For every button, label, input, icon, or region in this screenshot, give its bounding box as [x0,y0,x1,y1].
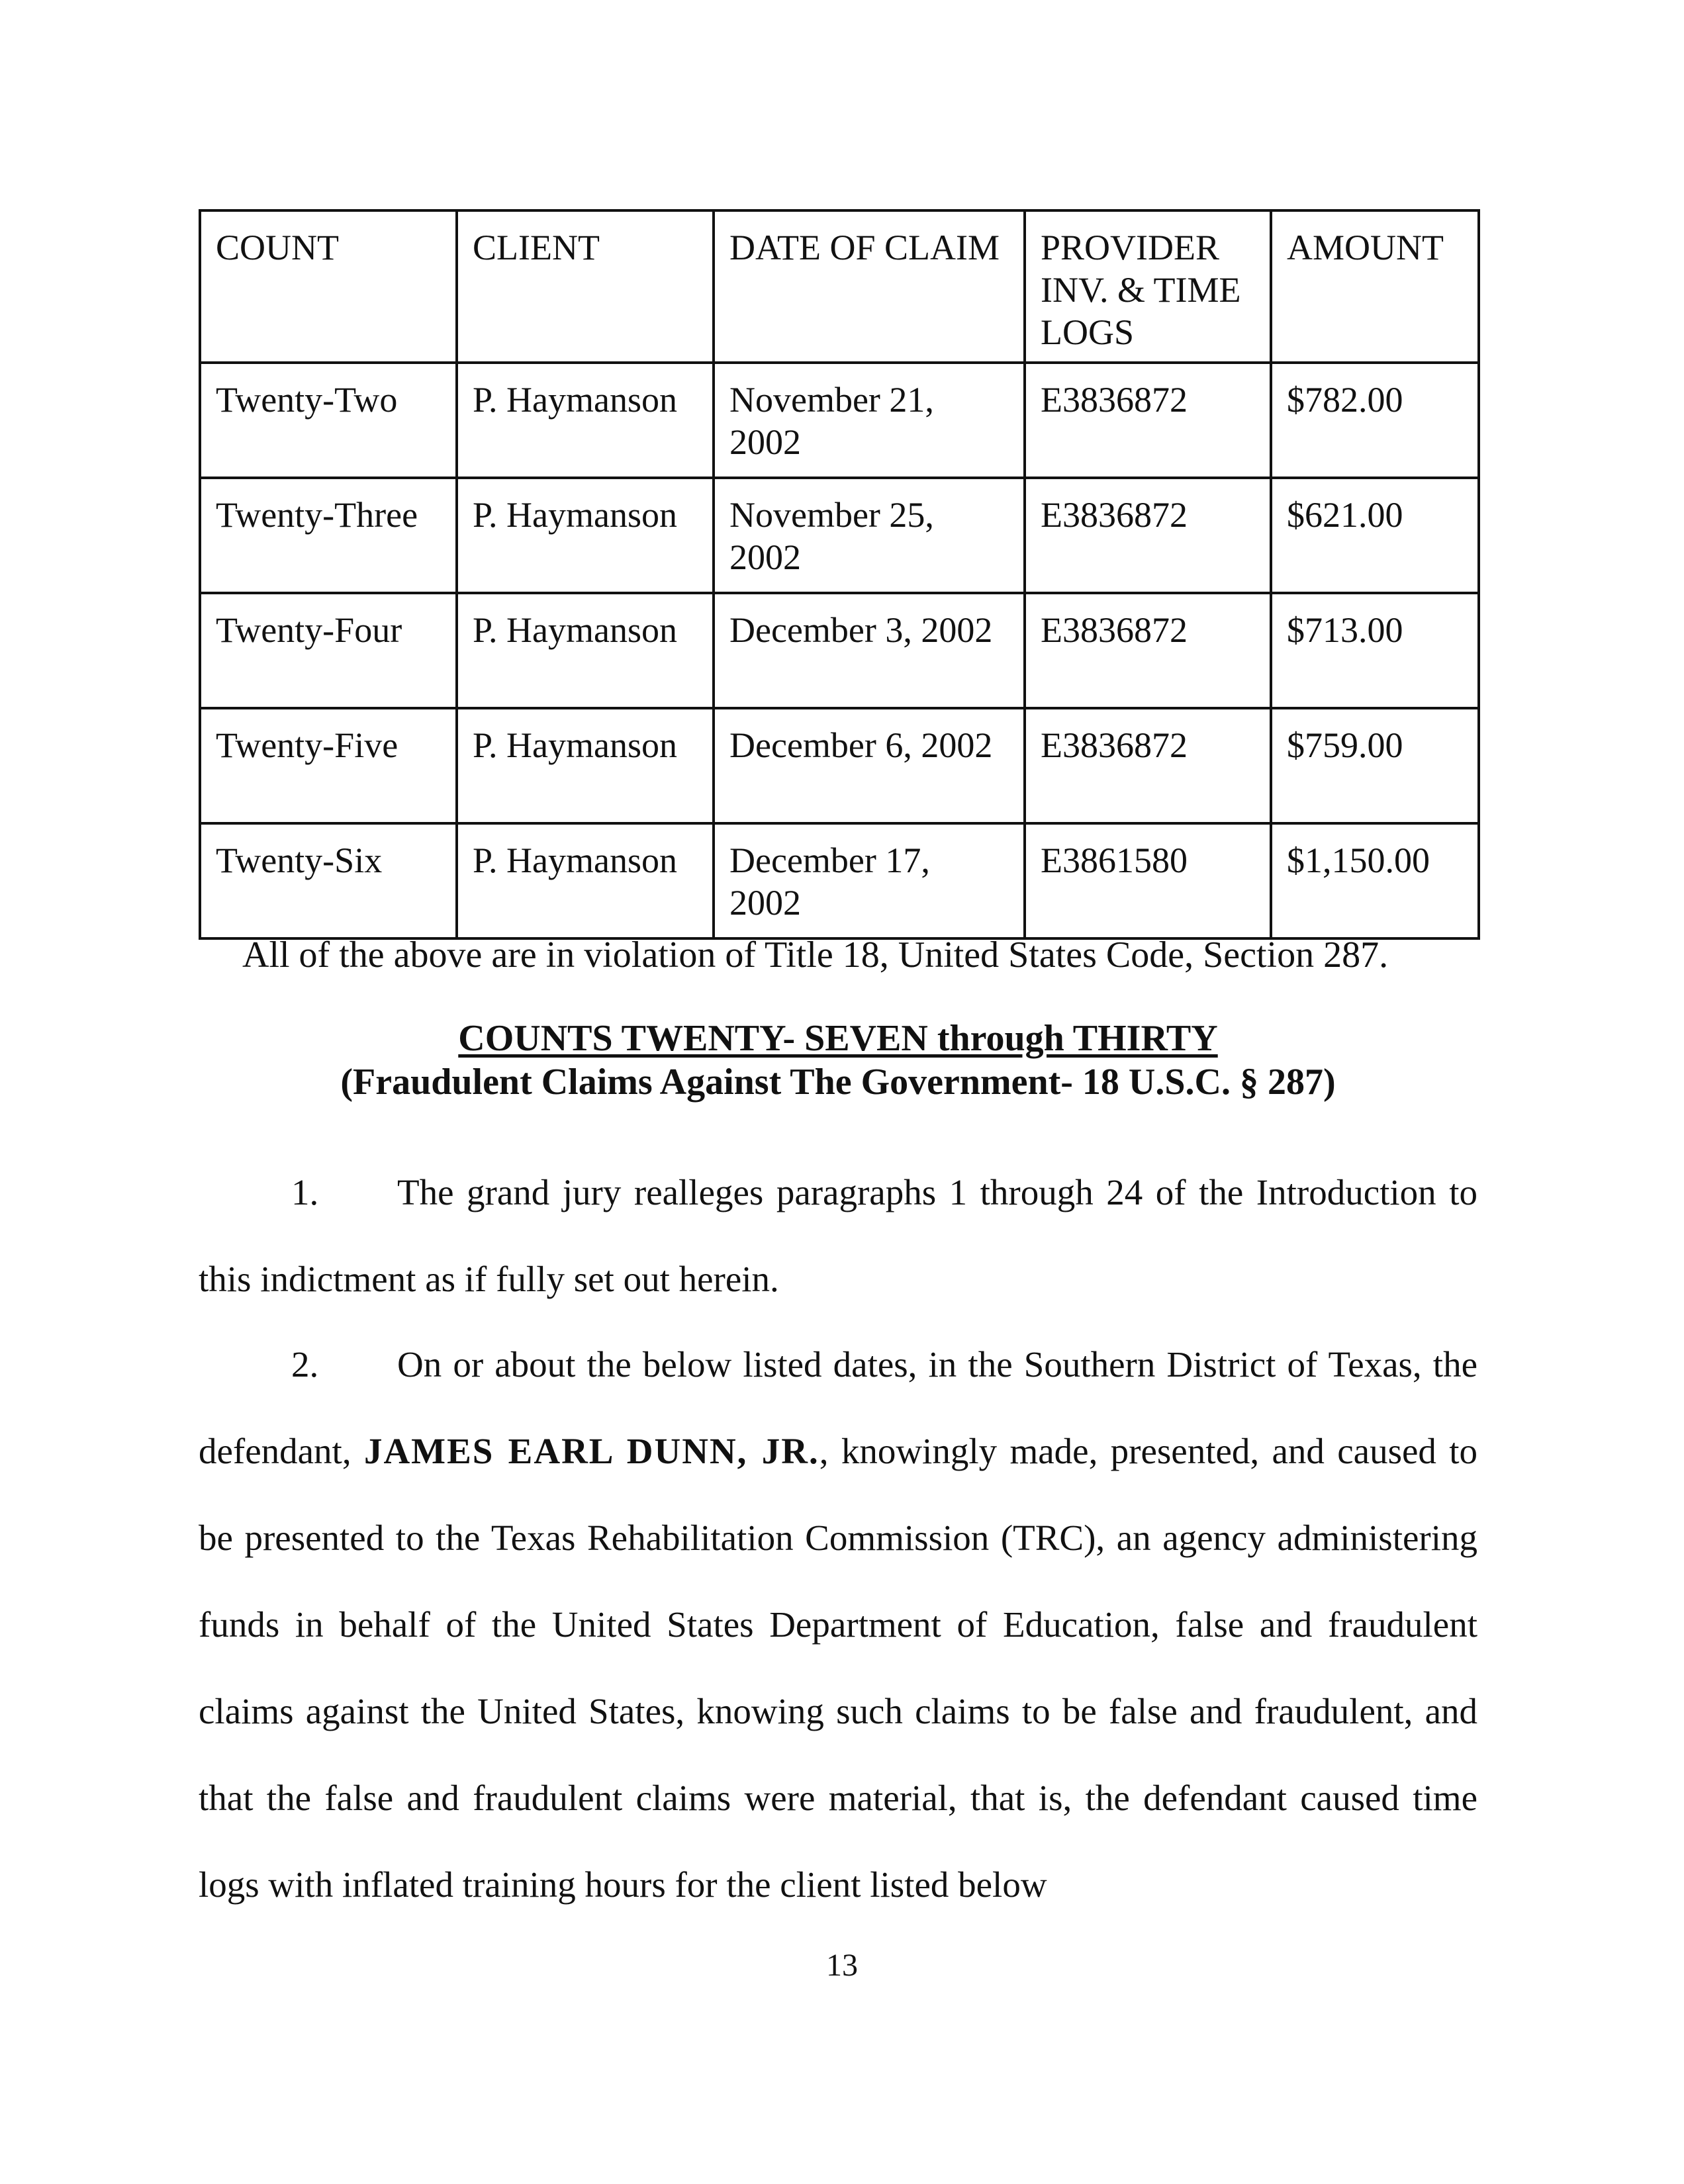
cell-client: P. Haymanson [457,708,714,823]
table-row [200,708,1479,823]
cell-amount: $713.00 [1271,593,1479,708]
cell-count: Twenty-Six [200,823,457,938]
cell-date: December 3, 2002 [714,593,1025,708]
page-number: 13 [826,1948,858,1983]
cell-amount: $759.00 [1271,708,1479,823]
cell-provider-inv: E3836872 [1025,593,1271,708]
cell-provider-inv: E3836872 [1025,363,1271,478]
header-date-of-claim: DATE OF CLAIM [714,210,1025,363]
table-row [200,593,1479,708]
paragraph-text: The grand jury realleges paragraphs 1 through 24 of the Introduction to this indictment as if fully set out herein. [199,1172,1477,1299]
header-client: CLIENT [457,210,714,363]
counts-subtitle: (Fraudulent Claims Against The Government- 18 U.S.C. § 287) [340,1062,1336,1103]
cell-client: P. Haymanson [457,823,714,938]
cell-amount: $1,150.00 [1271,823,1479,938]
cell-amount: $782.00 [1271,363,1479,478]
section-heading [199,1017,1477,1104]
cell-count: Twenty-Five [200,708,457,823]
table-row [200,363,1479,478]
cell-date: December 17, 2002 [714,823,1025,938]
cell-client: P. Haymanson [457,593,714,708]
table-row [200,478,1479,593]
header-count: COUNT [200,210,457,363]
cell-date: November 25, 2002 [714,478,1025,593]
cell-date: November 21, 2002 [714,363,1025,478]
cell-count: Twenty-Four [200,593,457,708]
paragraph-number: 2. [291,1344,319,1385]
cell-amount: $621.00 [1271,478,1479,593]
cell-client: P. Haymanson [457,363,714,478]
table-row [200,823,1479,938]
header-provider-inv: PROVIDER INV. & TIME LOGS [1025,210,1271,363]
paragraph-number: 1. [291,1172,319,1212]
cell-count: Twenty-Two [200,363,457,478]
cell-count: Twenty-Three [200,478,457,593]
paragraph-text-after: , knowingly made, presented, and caused to be presented to the Texas Rehabilitation Commission (TRC), an agency administering funds in behalf of the United States Department of Education, false and fraudulent claims against the United States, knowing such claims to be false and fraudulent, and that the false and fraudulent claims were material, that is, the defendant caused time logs with inflated training hours for the client listed below [199,1431,1478,1905]
paragraph-2 [199,1321,1477,1928]
cell-provider-inv: E3861580 [1025,823,1271,938]
cell-client: P. Haymanson [457,478,714,593]
table-header-row [200,210,1479,363]
defendant-name: JAMES EARL DUNN, JR. [363,1431,819,1471]
violation-summary: All of the above are in violation of Title 18, United States Code, Section 287. [242,934,1389,976]
claims-table [199,209,1480,940]
paragraph-1 [199,1149,1477,1322]
paragraph-text-before: On or about the below listed dates, in the Southern District of Texas, the defendant, [199,1344,1477,1471]
header-amount: AMOUNT [1271,210,1479,363]
cell-provider-inv: E3836872 [1025,708,1271,823]
counts-title: COUNTS TWENTY- SEVEN through THIRTY [458,1018,1218,1059]
cell-date: December 6, 2002 [714,708,1025,823]
cell-provider-inv: E3836872 [1025,478,1271,593]
